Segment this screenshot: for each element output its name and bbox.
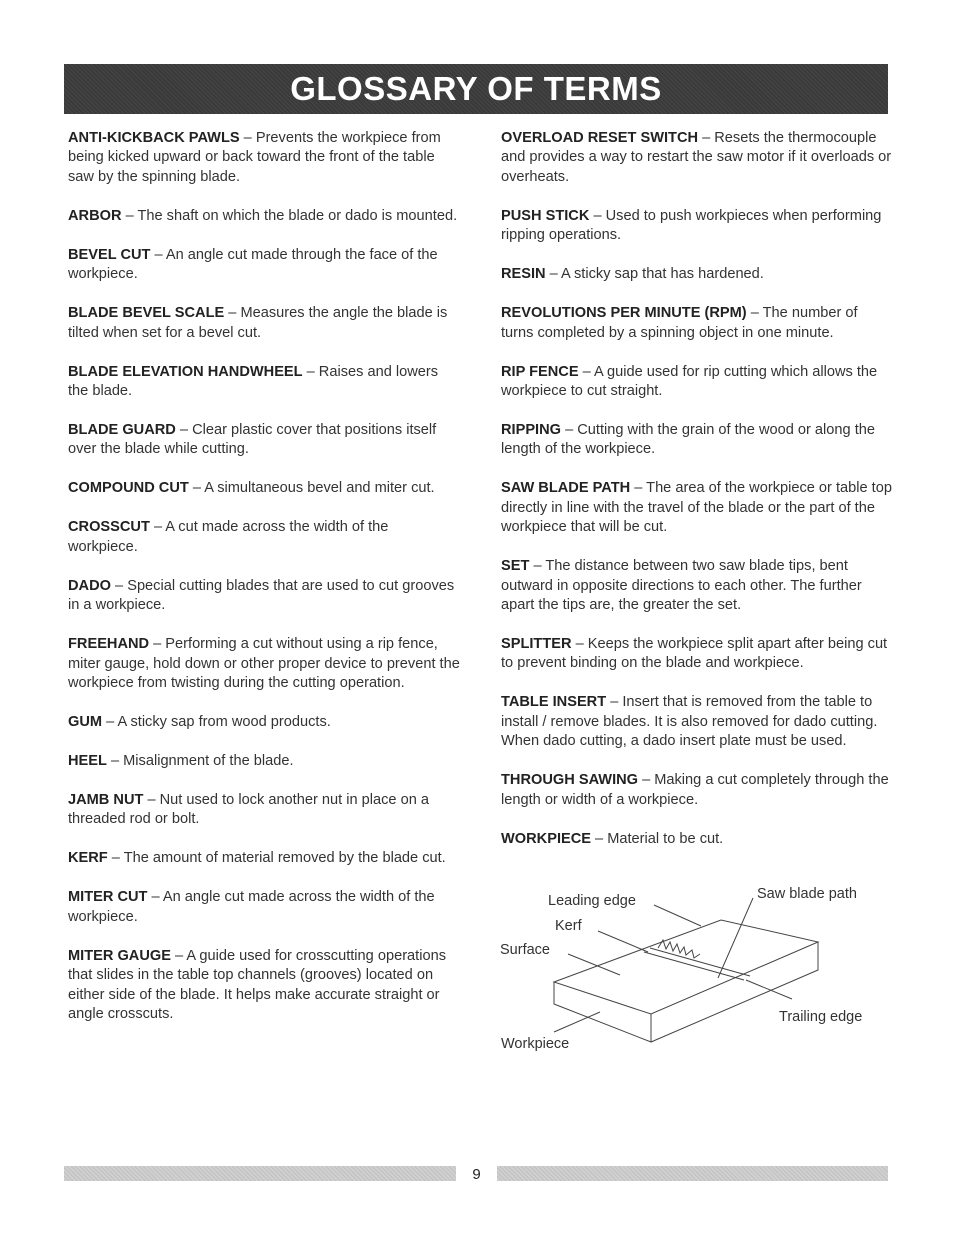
leader-line-leading-edge	[654, 905, 701, 926]
glossary-definition: – The distance between two saw blade tips, bent outward in opposite directions to each other. The further apart the tips are, the greater the set.	[501, 558, 862, 614]
glossary-entry	[68, 479, 460, 498]
glossary-definition: – A simultaneous bevel and miter cut.	[188, 480, 435, 497]
glossary-entry	[68, 947, 460, 1025]
glossary-entry	[68, 129, 460, 187]
glossary-definition: – A sticky sap that has hardened.	[545, 266, 764, 283]
footer-bar-left	[64, 1166, 456, 1181]
saw-blade-teeth	[658, 940, 700, 958]
glossary-term: KERF	[68, 850, 108, 867]
glossary-definition: – Used to push workpieces when performing ripping operations.	[501, 207, 882, 244]
leader-line-saw-blade-path	[718, 898, 753, 978]
glossary-term: REVOLUTIONS PER MINUTE (RPM)	[501, 305, 747, 322]
glossary-term: RIPPING	[501, 422, 562, 439]
workpiece-diagram	[496, 874, 896, 1059]
glossary-definition: – An angle cut made across the width of the workpiece.	[68, 889, 435, 925]
kerf-line	[650, 948, 750, 976]
glossary-definition: – Measures the angle the blade is tilted when set for a bevel cut.	[68, 305, 448, 341]
label-surface: Surface	[500, 942, 550, 958]
glossary-term: MITER CUT	[68, 889, 148, 906]
glossary-entry	[501, 693, 893, 751]
leader-line-trailing-edge	[746, 980, 792, 999]
glossary-definition: – Making a cut completely through the length or width of a workpiece.	[501, 772, 889, 808]
board-front-face	[554, 982, 651, 1042]
glossary-entry	[501, 363, 893, 402]
glossary-definition: – Performing a cut without using a rip fence, miter gauge, hold down or other proper device to prevent the workpiece from twisting during the cutting operation.	[68, 636, 460, 692]
glossary-definition: – Raises and lowers the blade.	[68, 363, 439, 400]
glossary-term: TABLE INSERT	[501, 694, 607, 711]
glossary-definition: – A sticky sap from wood products.	[102, 714, 331, 731]
leader-line-workpiece	[554, 1012, 600, 1032]
label-workpiece: Workpiece	[501, 1036, 570, 1052]
glossary-entry	[501, 479, 893, 537]
glossary-term: RESIN	[501, 266, 546, 283]
board-side-face	[651, 942, 818, 1042]
label-trailing-edge: Trailing edge	[779, 1009, 863, 1025]
glossary-term: THROUGH SAWING	[501, 772, 639, 789]
glossary-term: BLADE BEVEL SCALE	[68, 305, 225, 322]
glossary-entry	[501, 771, 893, 810]
glossary-term: RIP FENCE	[501, 363, 579, 380]
glossary-term: JAMB NUT	[68, 792, 144, 809]
glossary-entry	[68, 888, 460, 927]
glossary-entry	[68, 363, 460, 402]
glossary-definition: – A cut made across the width of the workpiece.	[68, 519, 389, 555]
glossary-term: BLADE GUARD	[68, 422, 176, 439]
page-title: GLOSSARY OF TERMS	[290, 70, 662, 107]
glossary-term: BEVEL CUT	[68, 246, 151, 263]
glossary-term: ARBOR	[68, 207, 122, 224]
glossary-entry	[68, 577, 460, 616]
glossary-entry	[501, 635, 893, 674]
glossary-entry	[68, 421, 460, 460]
glossary-term: OVERLOAD RESET SWITCH	[501, 130, 699, 146]
glossary-entry	[501, 304, 893, 343]
board-top-face	[554, 920, 818, 1014]
glossary-definition: – Misalignment of the blade.	[106, 753, 294, 770]
glossary-entry	[68, 752, 460, 771]
glossary-term: SAW BLADE PATH	[501, 480, 631, 497]
glossary-term: BLADE ELEVATION HANDWHEEL	[68, 363, 303, 380]
glossary-definition: – Insert that is removed from the table to install / remove blades. It is also removed for dado cutting. When dado cutting, a dado insert plate must be used.	[501, 694, 878, 750]
glossary-definition: – The area of the workpiece or table top directly in line with the travel of the blade or the part of the workpiece that will be cut.	[501, 480, 892, 536]
glossary-term: MITER GAUGE	[68, 947, 171, 964]
glossary-term: WORKPIECE	[501, 830, 591, 847]
glossary-term: FREEHAND	[68, 636, 150, 653]
workpiece-diagram-svg	[496, 874, 896, 1059]
glossary-entry	[68, 713, 460, 732]
glossary-definition: – The shaft on which the blade or dado is mounted.	[121, 207, 458, 224]
glossary-entry	[501, 265, 893, 284]
label-leading-edge: Leading edge	[548, 893, 636, 909]
glossary-header	[64, 64, 888, 114]
glossary-definition: – An angle cut made through the face of the workpiece.	[68, 246, 438, 283]
glossary-definition: – Cutting with the grain of the wood or along the length of the workpiece.	[501, 422, 875, 458]
label-saw-blade-path: Saw blade path	[757, 886, 857, 902]
glossary-entry	[501, 129, 893, 187]
page-number: 9	[472, 1166, 481, 1183]
glossary-entry	[68, 635, 460, 693]
footer-bar-right	[497, 1166, 888, 1181]
glossary-term: HEEL	[68, 753, 107, 770]
glossary-left-column	[68, 129, 460, 1044]
glossary-entry	[501, 830, 893, 849]
glossary-entry	[68, 246, 460, 285]
glossary-definition: – Material to be cut.	[591, 830, 724, 847]
glossary-definition: – Nut used to lock another nut in place on a threaded rod or bolt.	[68, 792, 429, 828]
glossary-definition: – A guide used for crosscutting operations that slides in the table top channels (grooves) located on either side of the blade. It helps make accurate straight or angle crosscuts.	[68, 947, 446, 1023]
glossary-entry	[501, 421, 893, 460]
glossary-term: GUM	[68, 714, 103, 731]
glossary-definition: – A guide used for rip cutting which allows the workpiece to cut straight.	[501, 363, 878, 400]
glossary-term: COMPOUND CUT	[68, 480, 189, 497]
glossary-definition: – Keeps the workpiece split apart after being cut to prevent binding on the blade and workpiece.	[501, 636, 888, 672]
glossary-term: SPLITTER	[501, 636, 572, 653]
glossary-term: PUSH STICK	[501, 207, 590, 224]
glossary-right-column	[501, 129, 893, 869]
glossary-entry	[68, 849, 460, 868]
glossary-term: DADO	[68, 577, 111, 594]
glossary-definition: – Special cutting blades that are used to cut grooves in a workpiece.	[68, 577, 455, 614]
glossary-term: SET	[501, 558, 530, 575]
glossary-entry	[68, 791, 460, 830]
glossary-definition: – Resets the thermocouple and provides a way to restart the saw motor if it overloads or overheats.	[501, 130, 892, 185]
glossary-term: CROSSCUT	[68, 519, 150, 536]
glossary-definition: – Clear plastic cover that positions itself over the blade while cutting.	[68, 422, 437, 458]
leader-line-surface	[568, 954, 620, 975]
glossary-entry	[501, 557, 893, 615]
glossary-term: ANTI-KICKBACK PAWLS	[68, 130, 240, 146]
glossary-entry	[501, 207, 893, 246]
glossary-entry	[68, 518, 460, 557]
glossary-definition: – The amount of material removed by the blade cut.	[107, 850, 446, 867]
glossary-definition: – The number of turns completed by a spinning object in one minute.	[501, 305, 858, 341]
glossary-entry	[68, 304, 460, 343]
glossary-entry	[68, 207, 460, 226]
label-kerf: Kerf	[555, 918, 582, 934]
glossary-definition: – Prevents the workpiece from being kicked upward or back toward the front of the table saw by the spinning blade.	[68, 130, 441, 185]
leader-line-kerf	[598, 931, 648, 952]
